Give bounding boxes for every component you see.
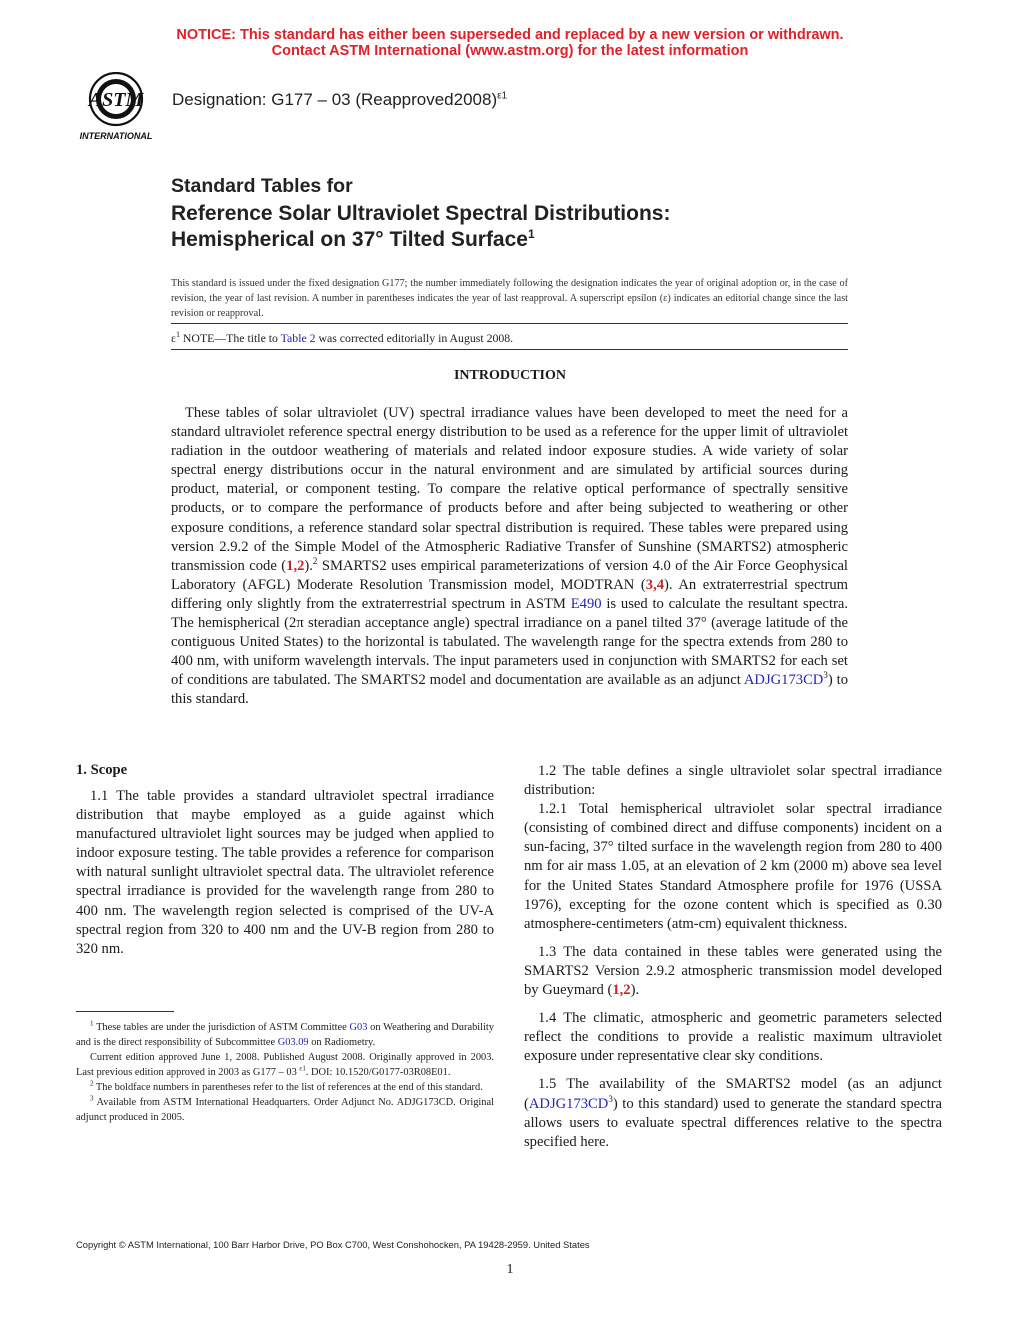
notice-line-1: NOTICE: This standard has either been superseded and replaced by a new version or withdrawn. <box>176 27 844 43</box>
fn3-mark: 3 <box>90 1094 94 1103</box>
fn2-mark: 2 <box>90 1079 94 1088</box>
footnote-ref-3: 3 <box>823 670 828 681</box>
fn1-a: These tables are under the jurisdiction of ASTM Committee <box>93 1022 350 1033</box>
intro-part-5: is used to calculate the resultant spectra. The hemispherical (2π steradian acceptance angle) spectral irradiance on a panel tilted 37° (average latitude of the contiguous United States) to the horizontal is tabulated. The wavelength range for the spectra extends from 280 to 400 nm, with uniform wavelength intervals. The input parameters used in conjunction with SMARTS2 for each set of conditions are tabulated. The SMARTS2 model and documentation are available as an adjunct <box>171 595 848 689</box>
scope-left-column <box>76 787 494 968</box>
section-1-5 <box>524 1075 942 1151</box>
note-epsilon-sup: 1 <box>175 330 180 340</box>
introduction-heading: INTRODUCTION <box>453 368 566 383</box>
note-suffix: was corrected editorially in August 2008. <box>315 331 514 345</box>
g03-link[interactable]: G03 <box>349 1022 368 1033</box>
scope-heading: 1. Scope <box>76 762 128 778</box>
note-epsilon: ε <box>171 331 176 345</box>
notice-line-2: Contact ASTM International (www.astm.org) for the latest information <box>271 43 749 59</box>
intro-part-1: These tables of solar ultraviolet (UV) spectral irradiance values have been developed to meet the need for a standard ultraviolet reference spectral energy distribution to be used as a reference for the upper limit of ultraviolet radiation in the outdoor weathering of materials and related indoor exposure studies. A wide variety of solar spectral energy distributions occur in the natural environment and are simulated by artificial sources during product, material, or component testing. To compare the relative optical performance of spectrally sensitive products, or to compare the performance of products before and after being subjected to weathering or other exposure conditions, a reference standard solar spectral distribution is required. These tables were prepared using version 2.9.2 of the Simple Model of the Atmospheric Radiative Transfer of Sunshine (SMARTS2) atmospheric transmission code ( <box>171 405 848 574</box>
section-1-3-end: ). <box>630 982 640 999</box>
section-1-2: 1.2 The table defines a single ultraviolet solar spectral irradiance distribution: <box>524 763 942 799</box>
footnote-ref-2: 2 <box>312 555 318 566</box>
fn1-mark: 1 <box>90 1019 94 1028</box>
divider-bottom <box>171 349 848 350</box>
footnotes <box>76 1020 494 1125</box>
section-1-5-end: ) to this standard) used to generate the standard spectra allows users to evaluate spectral differences relative to the spectra specified here. <box>524 1095 942 1150</box>
astm-logo-icon <box>70 72 162 142</box>
footnote-2 <box>76 1080 494 1095</box>
fn1-d: Current edition approved June 1, 2008. Published August 2008. Originally approved in 2003. Last previous edition approved in 2003 as G177 – 03 <box>76 1052 494 1078</box>
section-1-2-1: 1.2.1 Total hemispherical ultraviolet solar spectral irradiance (consisting of combined direct and diffuse components) incident on a sun-facing, 37° tilted surface in the wavelength region from 280 to 400 nm for air mass 1.05, at an elevation of 2 km (2000 m) above sea level for the United States Standard Atmosphere profile for 1976 (USSA 1976), excepting for the ozone content which is specified as 0.30 atmosphere-centimeters (atm-cm) equivalent thickness. <box>524 801 942 932</box>
e490-link[interactable]: E490 <box>570 595 602 612</box>
logo-caption: INTERNATIONAL <box>79 131 153 141</box>
intro-part-2: ). <box>304 557 313 574</box>
fn1-b: on Weathering and Durability and is the direct responsibility of Subcommittee <box>76 1022 495 1048</box>
title-line-3: Hemispherical on 37° Tilted Surface <box>171 228 528 251</box>
fn2-text: The boldface numbers in parentheses refer to the list of references at the end of this standard. <box>93 1082 483 1093</box>
footnote-3 <box>76 1095 494 1125</box>
footnote-divider <box>76 1011 174 1012</box>
introduction-text <box>171 404 848 710</box>
section-1-5-text: 1.5 The availability of the SMARTS2 model (as an adjunct ( <box>524 1076 942 1112</box>
title-line-2: Reference Solar Ultraviolet Spectral Distributions: <box>171 202 671 225</box>
intro-part-4: ). An extraterrestrial spectrum differing only slightly from the extraterrestrial spectrum in ASTM <box>171 576 848 612</box>
issued-statement: This standard is issued under the fixed designation G177; the number immediately following the designation indicates the year of original adoption or, in the case of revision, the year of last revision. A number in parentheses indicates the year of last reapproval. A superscript epsilon (ε) indicates an editorial change since the last revision or reapproval. <box>171 278 848 319</box>
designation-text: Designation: G177 – 03 (Reapproved2008) <box>172 90 498 109</box>
section-1-3-text: 1.3 The data contained in these tables were generated using the SMARTS2 Version 2.9.2 atmospheric transmission model developed by Gueymard ( <box>524 943 942 999</box>
ref-link-3-4[interactable]: 3,4 <box>645 576 665 593</box>
footnote-1-edition <box>76 1050 494 1080</box>
fn1-eps: ε1 <box>299 1064 306 1073</box>
ref-link-1-2[interactable]: 1,2 <box>286 557 305 574</box>
intro-part-3: SMARTS2 uses empirical parameterizations of version 4.0 of the Air Force Geophysical Laboratory (AFGL) Moderate Resolution Transmission model, MODTRAN ( <box>171 557 848 593</box>
fn3-text: Available from ASTM International Headquarters. Order Adjunct No. ADJG173CD. Original adjunct produced in 2005. <box>76 1097 494 1123</box>
editorial-note <box>171 331 513 346</box>
fn1-c: on Radiometry. <box>308 1037 376 1048</box>
designation-epsilon: ε1 <box>497 90 508 102</box>
astm-logo <box>70 72 162 142</box>
section-1-1: 1.1 The table provides a standard ultraviolet spectral irradiance distribution that maybe employed as a guide against which manufactured ultraviolet light sources may be judged when applied to indoor exposure testing. The table provides a reference for comparison with natural sunlight ultraviolet spectral data. The ultraviolet reference spectral irradiance is provided for the wavelength range from 280 to 400 nm. The wavelength region selected is comprised of the UV-A spectral region from 320 to 400 nm and the UV-B region from 280 to 320 nm. <box>76 788 494 957</box>
section-1-4: 1.4 The climatic, atmospheric and geometric parameters selected reflect the conditions to provide a realistic maximum ultraviolet exposure under representative clear sky conditions. <box>524 1010 942 1065</box>
divider-top <box>171 323 848 324</box>
table-2-link[interactable]: Table 2 <box>280 331 316 345</box>
designation <box>172 90 507 110</box>
scope-right-column <box>524 762 942 1161</box>
title-line-1: Standard Tables for <box>171 175 353 197</box>
title-main <box>171 201 670 253</box>
logo-mark-text: ASTM <box>88 89 144 111</box>
section-1-3 <box>524 943 942 1000</box>
copyright: Copyright © ASTM International, 100 Barr Harbor Drive, PO Box C700, West Conshohocken, PA 19428-2959. United States <box>76 1239 590 1250</box>
page-number: 1 <box>506 1262 514 1277</box>
title-footnote-mark: 1 <box>527 227 535 241</box>
ref-link-1-2-b[interactable]: 1,2 <box>612 982 631 999</box>
footnote-1 <box>76 1020 494 1050</box>
footnote-ref-3b: 3 <box>608 1093 613 1104</box>
intro-part-6: ) to this standard. <box>171 672 848 708</box>
g03-09-link[interactable]: G03.09 <box>277 1037 309 1048</box>
fn1-e: . DOI: 10.1520/G0177-03R08E01. <box>305 1067 451 1078</box>
adjunct-link-2[interactable]: ADJG173CD <box>528 1095 609 1112</box>
adjunct-link[interactable]: ADJG173CD <box>743 672 824 689</box>
note-prefix: NOTE—The title to <box>179 331 281 345</box>
